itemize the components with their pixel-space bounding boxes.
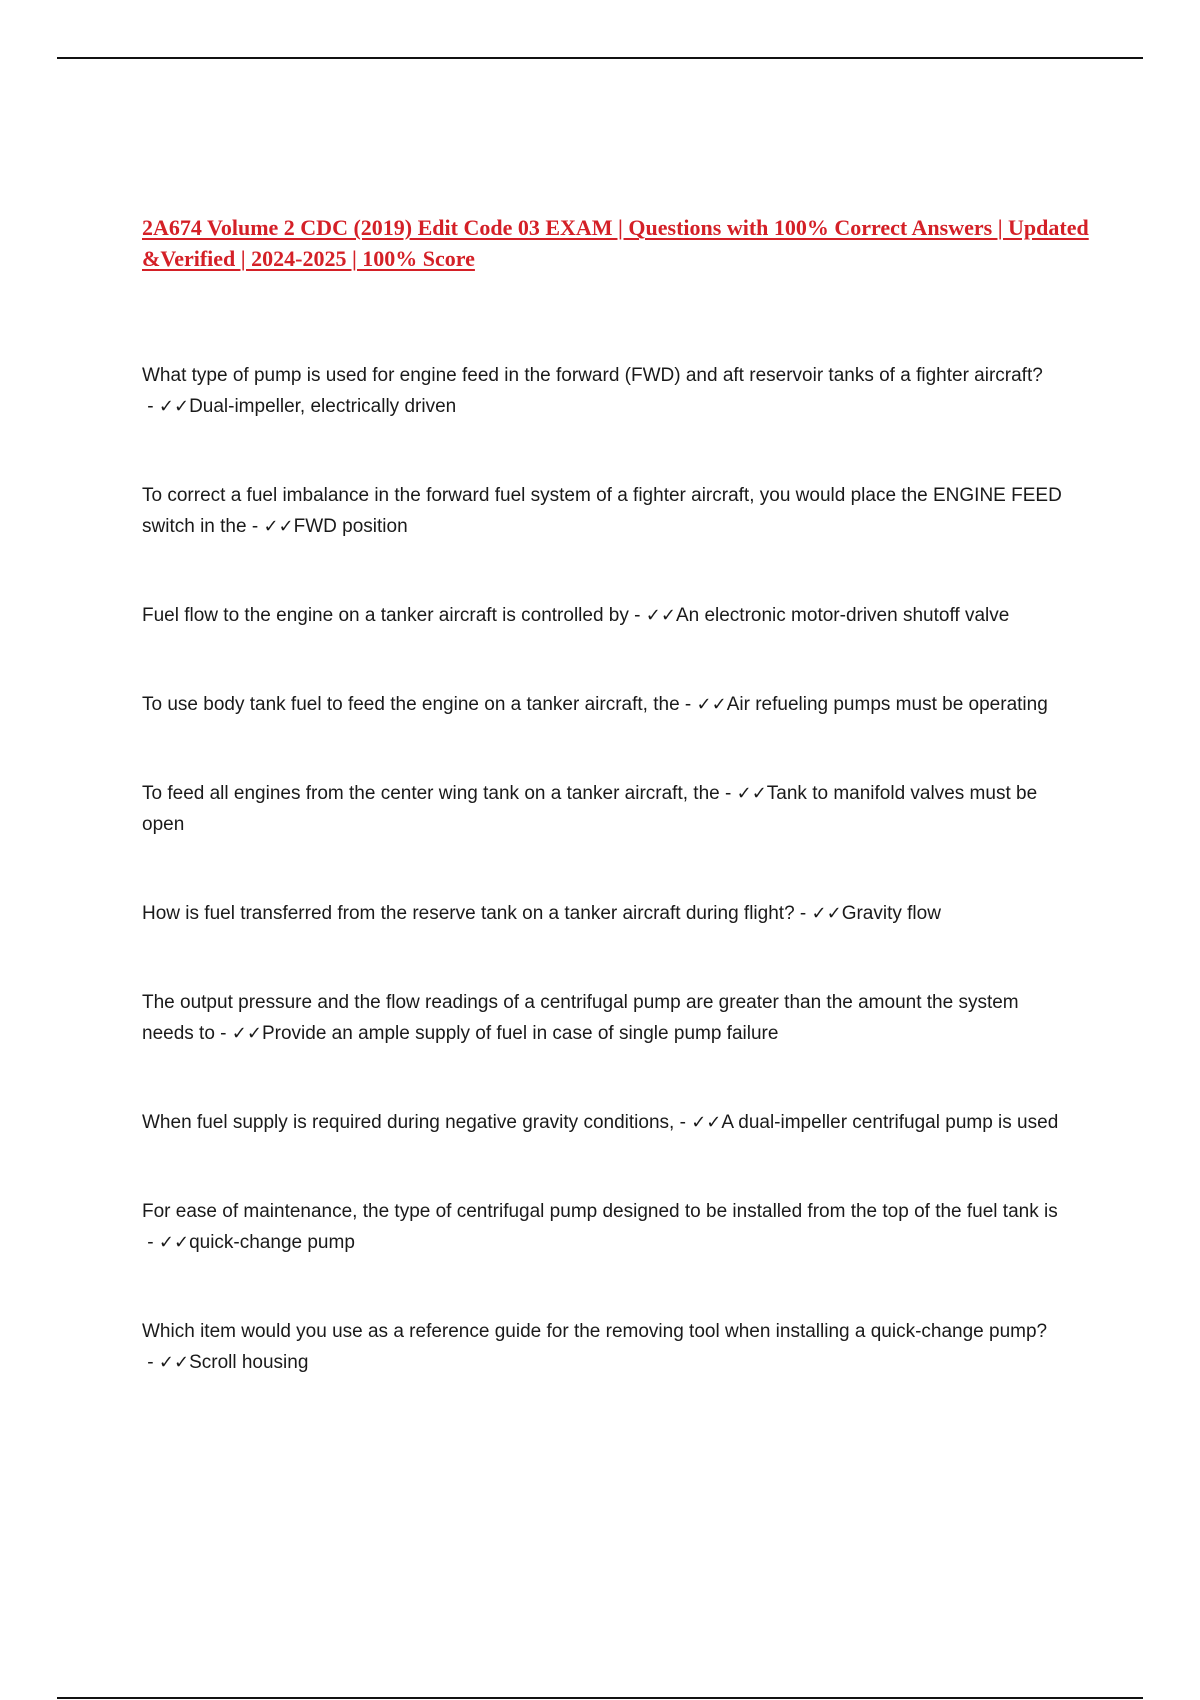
double-check-icon: ✓✓ (263, 516, 294, 537)
separator: - (679, 694, 697, 715)
separator: - (628, 605, 646, 626)
qa-item-9 (142, 1196, 1072, 1258)
qa-item-10 (142, 1316, 1072, 1378)
double-check-icon: ✓✓ (231, 1023, 262, 1044)
question-text: To correct a fuel imbalance in the forward fuel system of a fighter aircraft, you would place the ENGINE FEED switch in the (142, 485, 1062, 537)
question-text: How is fuel transferred from the reserve tank on a tanker aircraft during flight? (142, 903, 795, 924)
answer-text: quick-change pump (189, 1232, 355, 1253)
qa-item-1 (142, 360, 1072, 422)
top-rule (57, 57, 1143, 59)
separator: - (142, 1232, 159, 1253)
question-text: Which item would you use as a reference guide for the removing tool when installing a quick-change pump? (142, 1321, 1048, 1342)
question-text: What type of pump is used for engine feed in the forward (FWD) and aft reservoir tanks of a fighter aircraft? (142, 365, 1043, 386)
qa-item-2 (142, 480, 1072, 542)
answer-text: Dual-impeller, electrically driven (189, 396, 457, 417)
double-check-icon: ✓✓ (158, 1352, 190, 1373)
double-check-icon: ✓✓ (158, 1232, 190, 1253)
double-check-icon: ✓✓ (696, 694, 727, 715)
answer-text: FWD position (293, 516, 408, 537)
answer-text: Provide an ample supply of fuel in case of single pump failure (261, 1023, 779, 1044)
page-title: 2A674 Volume 2 CDC (2019) Edit Code 03 EXAM | Questions with 100% Correct Answers | Updated &Verified | 2024-2025 | 100% Score (142, 215, 1089, 271)
qa-item-7 (142, 987, 1072, 1049)
question-text: Fuel flow to the engine on a tanker aircraft is controlled by (142, 605, 629, 626)
answer-text: A dual-impeller centrifugal pump is used (721, 1112, 1059, 1133)
question-text: For ease of maintenance, the type of centrifugal pump designed to be installed from the top of the fuel tank is (142, 1201, 1058, 1222)
question-text: When fuel supply is required during negative gravity conditions, (142, 1112, 675, 1133)
double-check-icon: ✓✓ (645, 605, 676, 626)
answer-text: Gravity flow (841, 903, 941, 924)
qa-item-5 (142, 778, 1072, 840)
answer-text: An electronic motor-driven shutoff valve (675, 605, 1010, 626)
qa-item-4 (142, 689, 1072, 720)
qa-list (142, 360, 1072, 1378)
separator: - (142, 1352, 159, 1373)
answer-text: Air refueling pumps must be operating (726, 694, 1048, 715)
question-text: To use body tank fuel to feed the engine on a tanker aircraft, the (142, 694, 680, 715)
answer-text: Scroll housing (189, 1352, 309, 1373)
separator: - (246, 516, 264, 537)
question-text: To feed all engines from the center wing tank on a tanker aircraft, the (142, 783, 720, 804)
double-check-icon: ✓✓ (158, 396, 190, 417)
separator: - (674, 1112, 692, 1133)
separator: - (142, 396, 159, 417)
double-check-icon: ✓✓ (736, 783, 767, 804)
qa-item-3 (142, 600, 1072, 631)
separator: - (794, 903, 812, 924)
separator: - (719, 783, 737, 804)
separator: - (214, 1023, 232, 1044)
double-check-icon: ✓✓ (811, 903, 842, 924)
qa-item-6 (142, 898, 1072, 929)
qa-item-8 (142, 1107, 1072, 1138)
bottom-rule (57, 1697, 1143, 1699)
answer-text: Tank to manifold valves must be open (142, 783, 1038, 835)
double-check-icon: ✓✓ (691, 1112, 722, 1133)
question-text: The output pressure and the flow readings of a centrifugal pump are greater than the amount the system needs to (142, 992, 1019, 1044)
